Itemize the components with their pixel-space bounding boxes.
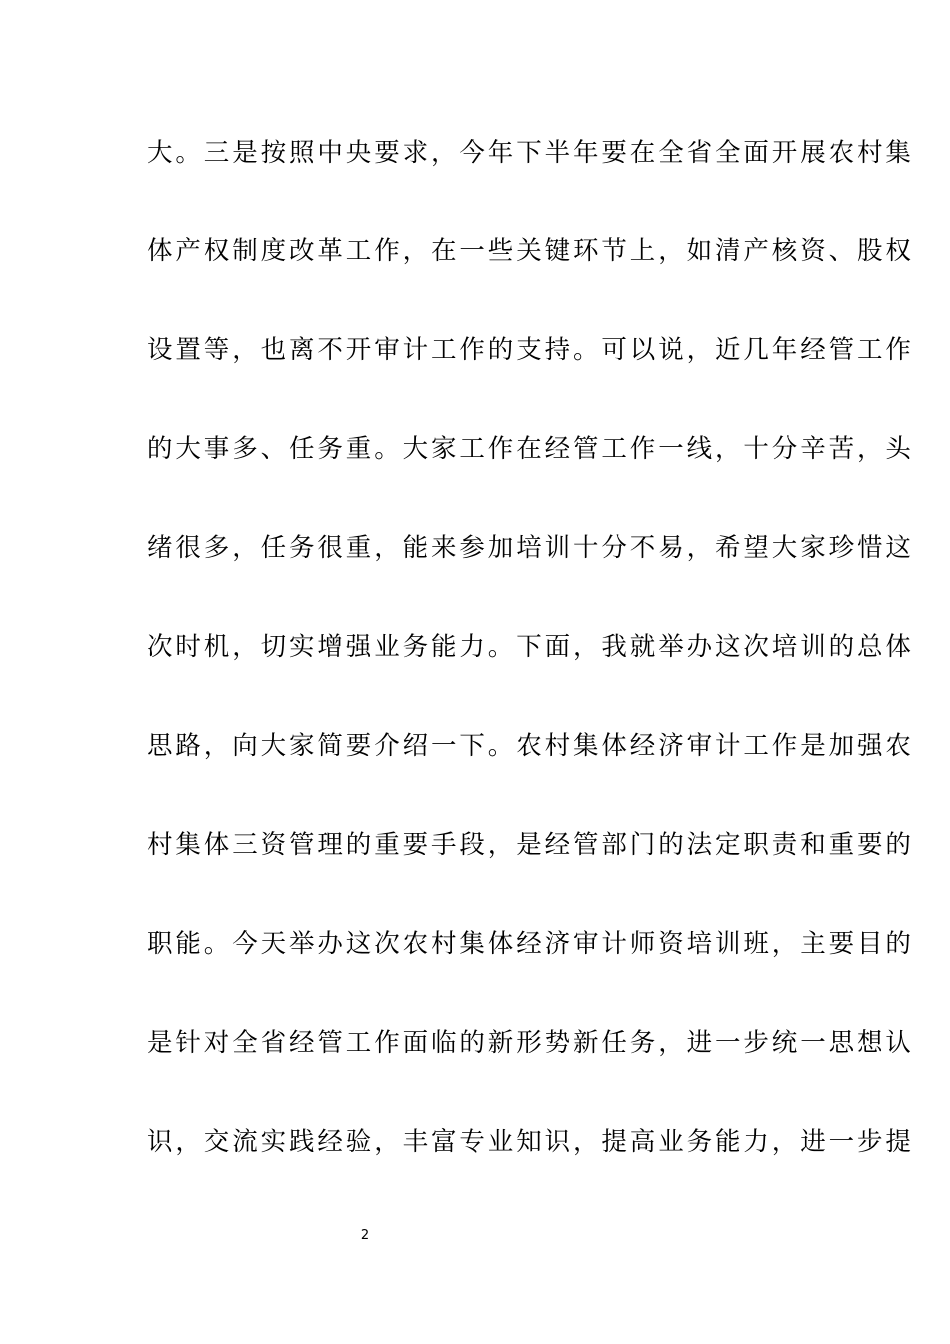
text-line: 设置等，也离不开审计工作的支持。可以说，近几年经管工作 bbox=[147, 335, 914, 365]
text-line: 次时机，切实增强业务能力。下面，我就举办这次培训的总体 bbox=[147, 632, 914, 662]
text-line: 的大事多、任务重。大家工作在经管工作一线，十分辛苦，头 bbox=[147, 434, 914, 464]
text-line: 识，交流实践经验，丰富专业知识，提高业务能力，进一步提 bbox=[147, 1127, 914, 1157]
text-line: 绪很多，任务很重，能来参加培训十分不易，希望大家珍惜这 bbox=[147, 533, 914, 563]
text-line: 大。三是按照中央要求，今年下半年要在全省全面开展农村集 bbox=[147, 138, 914, 168]
text-line: 思路，向大家简要介绍一下。农村集体经济审计工作是加强农 bbox=[147, 731, 914, 761]
text-line: 体产权制度改革工作，在一些关键环节上，如清产核资、股权 bbox=[147, 236, 914, 266]
text-line: 是针对全省经管工作面临的新形势新任务，进一步统一思想认 bbox=[147, 1028, 914, 1058]
text-line: 村集体三资管理的重要手段，是经管部门的法定职责和重要的 bbox=[147, 830, 914, 860]
text-line: 职能。今天举办这次农村集体经济审计师资培训班，主要目的 bbox=[147, 929, 914, 959]
page-number: 2 bbox=[360, 1228, 370, 1243]
